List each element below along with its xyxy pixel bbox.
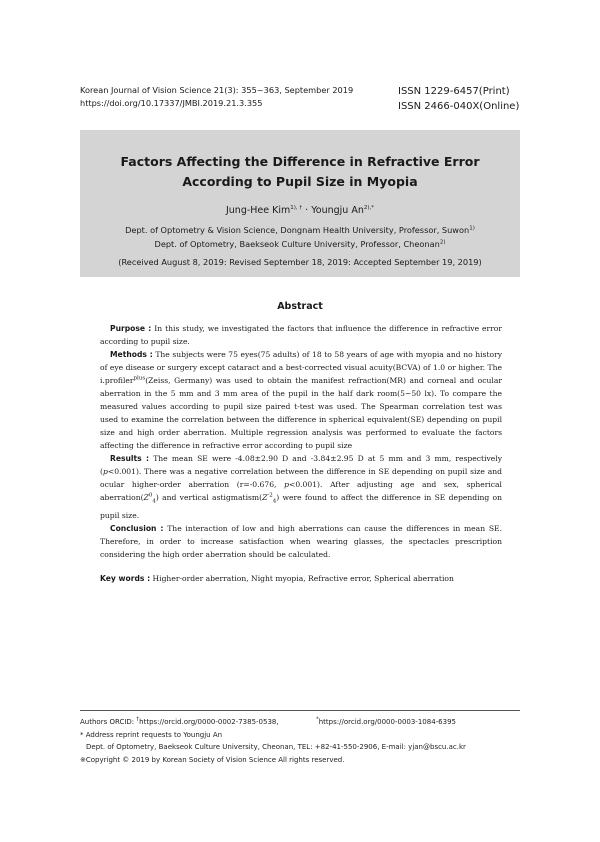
orcid-2-wrap — [316, 716, 456, 729]
results-text-3: <0.001). After adjusting age and sex, spherical aberration( — [100, 480, 502, 502]
keywords-text: Higher-order aberration, Night myopia, Refractive error, Spherical aberration — [150, 574, 454, 583]
results-text-2: <0.001). There was a negative correlation between the difference in SE depending on pupil size and ocular higher-order aberration (r=-0.676, — [100, 467, 502, 489]
results-label: Results : — [110, 454, 150, 463]
correspondence-address: Dept. of Optometry, Baekseok Culture University, Cheonan, TEL: +82-41-550-2906, E-mail: yjan@bscu.ac.kr — [86, 743, 466, 751]
paper-title — [80, 152, 520, 192]
purpose-paragraph — [100, 322, 502, 348]
footnote-divider — [80, 710, 520, 711]
zernike-z-1: Z — [143, 493, 149, 502]
author-2-marker: 2),* — [363, 204, 375, 211]
affiliation-2-text: Dept. of Optometry, Baekseok Culture University, Professor, Cheonan — [154, 239, 440, 249]
zernike-2-sub: 4 — [272, 498, 277, 505]
affiliation-2-marker: 2) — [439, 239, 446, 246]
reprint-request: * Address reprint requests to Youngju An — [80, 730, 223, 739]
results-text-1: The mean SE were -4.08±2.90 D and -3.84±2.95 D at 5 mm and 3 mm, respectively ( — [100, 454, 503, 476]
abstract-heading: Abstract — [277, 301, 323, 312]
conclusion-text: The interaction of low and high aberrations can cause the differences in mean SE. Therefore, in order to increase satisfaction when wearing glasses, the spectacles prescription considering the high order aberration should be calculated. — [100, 523, 502, 559]
author-separator: · — [302, 205, 312, 216]
doi-link[interactable]: https://doi.org/10.17337/JMBI.2019.21.3.355 — [80, 97, 263, 108]
conclusion-label: Conclusion : — [110, 523, 164, 533]
affiliation-1 — [80, 225, 520, 235]
title-banner — [80, 130, 520, 277]
issn-online: ISSN 2466-040X(Online) — [398, 101, 520, 112]
affiliation-2 — [80, 239, 520, 249]
author-2: Youngju An — [311, 205, 364, 216]
journal-info — [80, 84, 353, 109]
purpose-label: Purpose : — [110, 324, 152, 333]
p-symbol-1: p — [102, 467, 108, 476]
received-dates: (Received August 8, 2019: Revised September 18, 2019: Accepted September 19, 2019) — [118, 257, 482, 267]
author-1: Jung-Hee Kim — [225, 205, 291, 216]
plus-superscript: plus — [133, 375, 146, 382]
issn-print: ISSN 1229-6457(Print) — [398, 86, 510, 97]
journal-citation: Korean Journal of Vision Science 21(3): 355~363, September 2019 — [80, 85, 354, 95]
zernike-2-sup: -2 — [267, 492, 273, 499]
dagger-marker: † — [136, 716, 140, 723]
keywords — [100, 574, 502, 583]
results-text-4: ) and vertical astigmatism( — [155, 493, 263, 502]
author-1-marker: 1), † — [290, 204, 303, 211]
keywords-label: Key words : — [100, 574, 151, 583]
orcid-line — [80, 716, 520, 729]
issn-info — [398, 84, 519, 114]
methods-text-1: The subjects were 75 eyes(75 adults) of 18 to 58 years of age with myopia and no history of eye disease or surgery except cataract and a best-corrected visual acuity(BCVA) of 1.0 or higher. The i.profiler — [100, 350, 502, 385]
affiliation-1-text: Dept. of Optometry & Vision Science, Dongnam Health University, Professor, Suwon — [125, 225, 470, 235]
star-marker: * — [316, 716, 319, 723]
footnotes — [80, 716, 520, 766]
title-line-1: Factors Affecting the Difference in Refractive Error — [120, 154, 480, 169]
results-paragraph — [100, 452, 502, 522]
results-text-5: ) were found to affect the difference in SE depending on pupil size. — [100, 493, 502, 520]
conclusion-paragraph — [100, 522, 502, 561]
methods-text-2: (Zeiss, Germany) was used to obtain the manifest refraction(MR) and corneal and ocular aberration in the 5 mm and 3 mm area of the pupil in the half dark room(5~50 lx). To compare the measured values according to pupil size paired t-test was used. The Spearman correlation test was used to examine the correlation between the difference in spherical equivalent(SE) depending on pupil size and high order aberration. Multiple regression analysis was performed to evaluate the factors affecting the difference in refractive error according to pupil size — [100, 376, 502, 450]
methods-label: Methods : — [110, 350, 153, 359]
purpose-text: In this study, we investigated the factors that influence the difference in refractive error according to pupil size. — [100, 324, 502, 346]
abstract-body — [100, 322, 502, 561]
zernike-1-sup: 0 — [148, 492, 153, 499]
affiliation-1-marker: 1) — [469, 225, 475, 232]
author-list — [80, 205, 520, 216]
copyright: ※Copyright © 2019 by Korean Society of Vision Science All rights reserved. — [80, 755, 345, 764]
title-line-2: According to Pupil Size in Myopia — [182, 174, 418, 189]
zernike-1-sub: 4 — [152, 498, 156, 505]
p-symbol-2: p — [284, 480, 289, 489]
orcid-link-2[interactable]: https://orcid.org/0000-0003-1084-6395 — [318, 718, 456, 726]
methods-paragraph — [100, 348, 502, 452]
orcid-link-1[interactable]: https://orcid.org/0000-0002-7385-0538, — [139, 718, 279, 726]
orcid-prefix: Authors ORCID: — [80, 718, 137, 726]
zernike-z-2: Z — [262, 493, 268, 502]
